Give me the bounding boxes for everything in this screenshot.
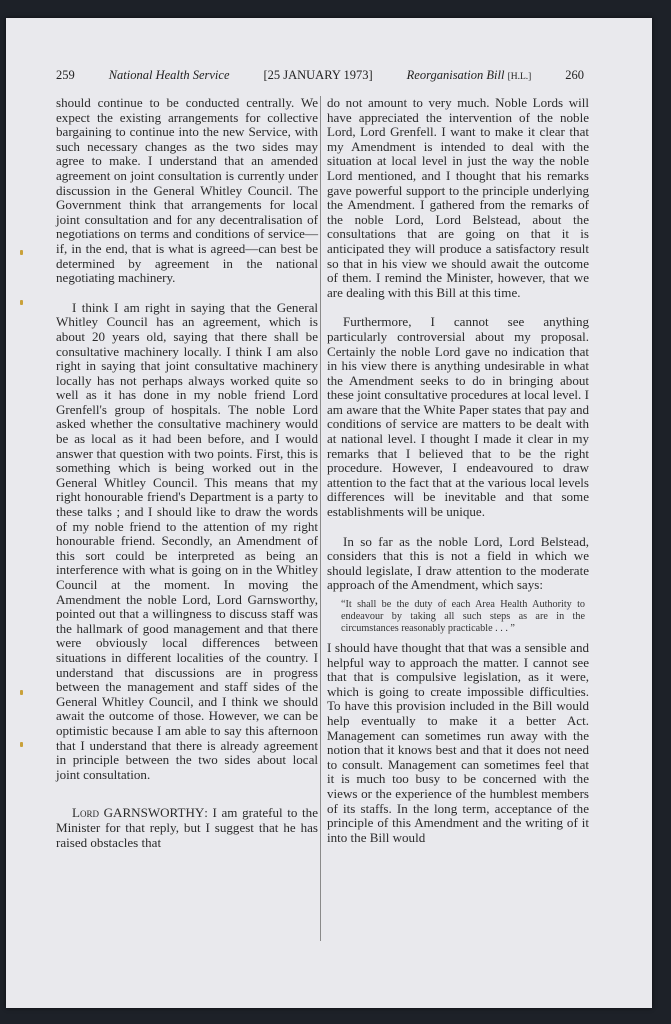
speaker-name: Lord GARNSWORTHY [72, 805, 205, 821]
header-house: [H.L.] [507, 72, 532, 82]
right-paragraph-4: I should have thought that that was a sensible and helpful way to approach the matter. I cannot see that that is compulsive legislation, as it were, which is going to create impossible difficulties. To have this provision included in the Bill would help eventually to make it a better Act. Management can sometimes run away with the notion that it knows best and that it does not need to consult. Management can sometimes feel that it is much too busy to be concerned with the views or the experience of the humblest members of its staffs. In the long term, acceptance of the principle of this Amendment and the writing of it into the Bill would [327, 640, 589, 845]
header-title-right: Reorganisation Bill [406, 68, 505, 82]
right-paragraph-1: do not amount to very much. Noble Lords will have appreciated the intervention of the noble Lord, Lord Grenfell. I want to make it clear that my Amendment is intended to deal with the situation at local level in just the way the noble Lord mentioned, and I thought that his remarks gave powerful support to the principle underlying the Amendment. I gathered from the remarks of the noble Lord, Lord Belstead, about the consultations that are going on that it is anticipated they will produce a satisfactory result so that in his view we should await the outcome of them. I remind the Minister, however, that we are dealing with this Bill at this time. [327, 95, 589, 300]
margin-mark [20, 690, 23, 695]
margin-mark [20, 300, 23, 305]
right-paragraph-2: Furthermore, I cannot see anything particularly controversial about my proposal. Certainly the noble Lord gave no indication that in his view there is anything undesirable in what the Amendment seeks to do in bringing about these joint consultative procedures at local level. I am aware that the White Paper states that pay and conditions of service are matters to be dealt with at national level. I thought I made it clear in my remarks that I believed that to be the right procedure. However, I endeavoured to draw attention to the fact that at the various local levels differences will be inevitable and that some establishments will be unique. [327, 314, 589, 520]
left-column [56, 96, 318, 850]
running-header [56, 68, 584, 86]
left-paragraph-2: I think I am right in saying that the General Whitley Council has an agreement, which is about 20 years old, saying that there shall be consultative machinery locally. I think I am also right in saying that joint consultative machinery locally has not perhaps always worked quite so well as it has done in my noble friend Lord Grenfell's group of hospitals. The noble Lord asked whether the consultative machinery would be as local as it had been before, and I would answer that question with two points. First, this is something which is being worked out in the General Whitley Council. This means that my right honourable friend's Department is a party to these talks ; and I should like to draw the words of my noble friend to the attention of my right honourable friend. Secondly, an Amendment of this sort could be interpreted as being an interference with what is going on in the Whitley Council at the moment. In moving the Amendment the noble Lord, Lord Garnsworthy, pointed out that a willingness to discuss staff was the hallmark of good management and that there were obviously local differences between situations in different localities of the country. I understand that discussions are in progress between the management and staff sides of the General Whitley Council, and I think we should await the outcome of those. However, we can be optimistic because I am able to say this afternoon that I understand that there is already agreement in principle between the two sides about local joint consultation. [56, 299, 318, 782]
margin-mark [20, 250, 23, 255]
right-column [327, 96, 589, 845]
header-title-right-group [407, 68, 532, 83]
left-paragraph-1: should continue to be conducted centrally. We expect the existing arrangements for collective bargaining to continue into the new Service, with such necessary changes as the two sides may agree to make. I understand that an amended agreement on joint consultation is currently under discussion in the General Whitley Council. The Government think that arrangements for local joint consultation and for any decentralisation of negotiations on terms and conditions of service—if, in the end, that is what is agreed—can best be determined by agreement in the national negotiating machinery. [56, 95, 318, 286]
column-divider [320, 96, 321, 941]
hansard-page [6, 18, 652, 1008]
header-date: [25 JANUARY 1973] [263, 68, 373, 82]
speaker-text: : I am grateful to the Minister for that reply, but I suggest that he has raised obstacles that [56, 805, 318, 850]
page-number-left: 259 [56, 68, 75, 82]
left-paragraph-3 [56, 806, 318, 850]
amendment-quote: “It shall be the duty of each Area Health Authority to endeavour by taking all such steps as are in the circumstances reasonably practicable . . . ” [341, 599, 585, 634]
header-title-left: National Health Service [108, 68, 230, 82]
page-number-right: 260 [565, 68, 584, 82]
right-paragraph-3: In so far as the noble Lord, Lord Belstead, considers that this is not a field in which we should legislate, I draw attention to the moderate approach of the Amendment, which says: [327, 533, 589, 593]
margin-mark [20, 742, 23, 747]
